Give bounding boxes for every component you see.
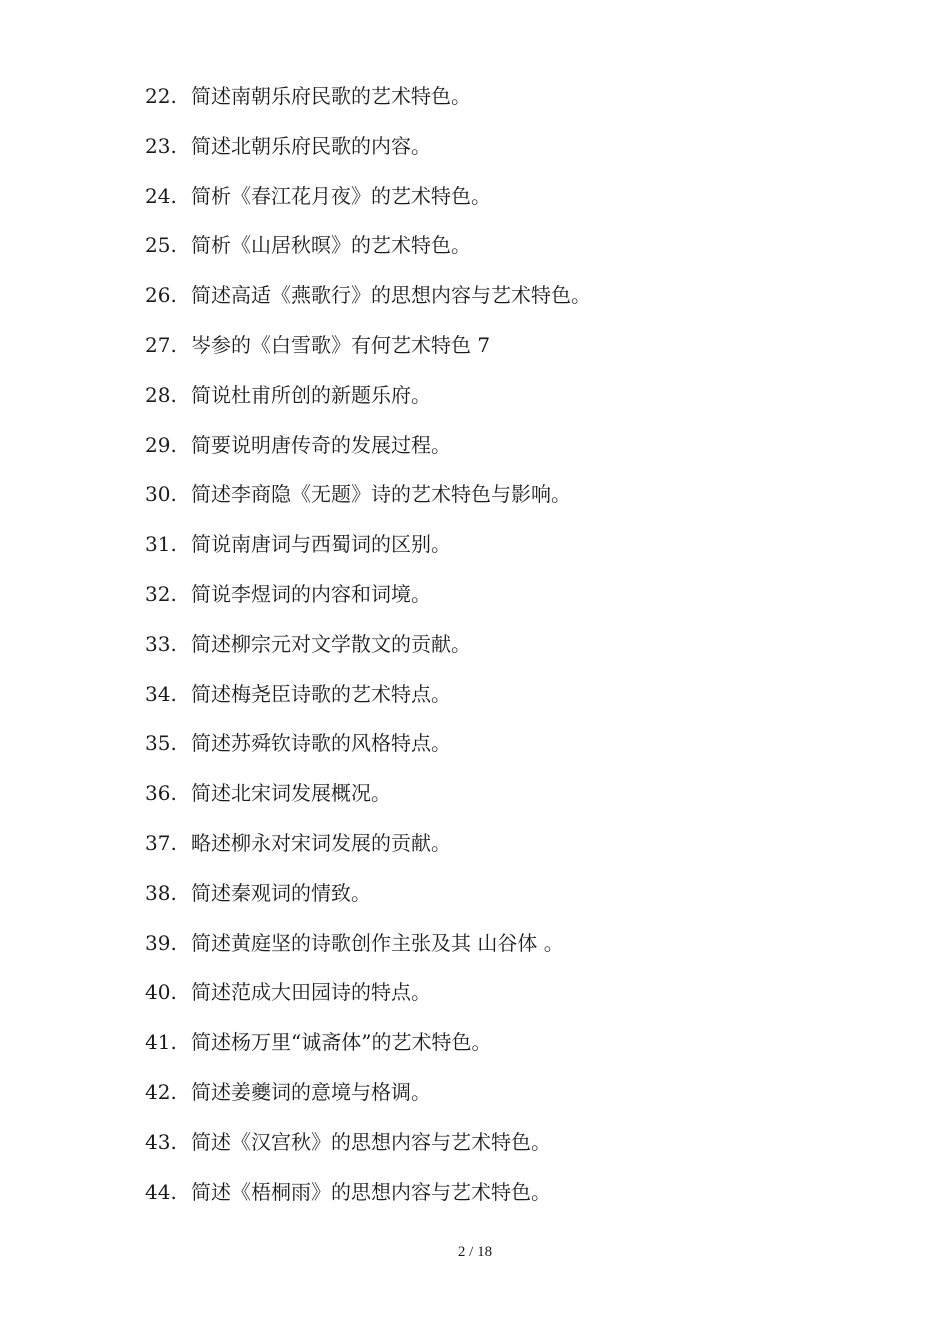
question-number: 33. <box>145 631 177 656</box>
question-text: 简述柳宗元对文学散文的贡献。 <box>191 631 471 656</box>
question-text: 简述《汉宫秋》的思想内容与艺术特色。 <box>191 1129 551 1154</box>
question-number: 28. <box>145 382 177 407</box>
question-text: 简说李煜词的内容和词境。 <box>191 581 431 606</box>
question-item <box>145 425 865 475</box>
question-text: 简述杨万里“诚斋体”的艺术特色。 <box>191 1030 492 1055</box>
question-text: 岑参的《白雪歌》有何艺术特色 7 <box>191 332 491 357</box>
question-text: 简述南朝乐府民歌的艺术特色。 <box>191 84 471 108</box>
question-number: 27. <box>145 332 177 357</box>
question-number: 44. <box>145 1179 177 1204</box>
question-item <box>145 1072 865 1122</box>
question-number: 25. <box>145 233 177 258</box>
question-list <box>145 76 865 1221</box>
question-item <box>145 972 865 1022</box>
question-text: 简说南唐词与西蜀词的区别。 <box>191 532 451 557</box>
question-number: 34. <box>145 681 177 706</box>
question-text: 略述柳永对宋词发展的贡献。 <box>191 830 451 855</box>
question-item <box>145 474 865 524</box>
question-text: 简述《梧桐雨》的思想内容与艺术特色。 <box>191 1179 551 1204</box>
question-text: 简述李商隐《无题》诗的艺术特色与影响。 <box>191 482 571 507</box>
question-item <box>145 524 865 574</box>
question-text: 简析《春江花月夜》的艺术特色。 <box>191 183 491 208</box>
question-number: 29. <box>145 432 177 457</box>
question-number: 43. <box>145 1129 177 1154</box>
question-text: 简述范成大田园诗的特点。 <box>191 980 431 1005</box>
question-item <box>145 624 865 674</box>
question-item <box>145 225 865 275</box>
question-item <box>145 873 865 923</box>
question-number: 24. <box>145 183 177 208</box>
question-number: 36. <box>145 781 177 806</box>
question-item <box>145 674 865 724</box>
question-number: 26. <box>145 283 177 308</box>
question-number: 35. <box>145 731 177 756</box>
question-item <box>145 176 865 226</box>
question-number: 40. <box>145 980 177 1005</box>
question-item <box>145 126 865 176</box>
question-item <box>145 923 865 973</box>
question-item <box>145 823 865 873</box>
question-item <box>145 574 865 624</box>
question-text: 简述黄庭坚的诗歌创作主张及其 山谷体 。 <box>191 930 564 955</box>
question-item <box>145 375 865 425</box>
question-text: 简述北宋词发展概况。 <box>191 781 391 806</box>
question-text: 简说杜甫所创的新题乐府。 <box>191 382 431 407</box>
question-item <box>145 1022 865 1072</box>
question-item <box>145 76 865 126</box>
question-item <box>145 325 865 375</box>
page-number-footer: 2 / 18 <box>457 1244 493 1260</box>
question-item <box>145 723 865 773</box>
question-item <box>145 275 865 325</box>
question-item <box>145 1122 865 1172</box>
question-item <box>145 773 865 823</box>
question-number: 22. <box>145 84 177 108</box>
question-text: 简述高适《燕歌行》的思想内容与艺术特色。 <box>191 283 591 308</box>
question-text: 简析《山居秋暝》的艺术特色。 <box>191 233 471 258</box>
question-number: 30. <box>145 482 177 507</box>
question-number: 31. <box>145 532 177 557</box>
question-text: 简要说明唐传奇的发展过程。 <box>191 432 451 457</box>
question-text: 简述姜夔词的意境与格调。 <box>191 1079 431 1104</box>
question-number: 32. <box>145 581 177 606</box>
question-text: 简述秦观词的情致。 <box>191 880 371 905</box>
question-text: 简述苏舜钦诗歌的风格特点。 <box>191 731 451 756</box>
question-number: 39. <box>145 930 177 955</box>
question-number: 42. <box>145 1079 177 1104</box>
question-item <box>145 1172 865 1222</box>
question-number: 37. <box>145 830 177 855</box>
question-text: 简述梅尧臣诗歌的艺术特点。 <box>191 681 451 706</box>
question-number: 23. <box>145 133 177 158</box>
question-number: 41. <box>145 1030 177 1055</box>
question-text: 简述北朝乐府民歌的内容。 <box>191 133 431 158</box>
question-number: 38. <box>145 880 177 905</box>
